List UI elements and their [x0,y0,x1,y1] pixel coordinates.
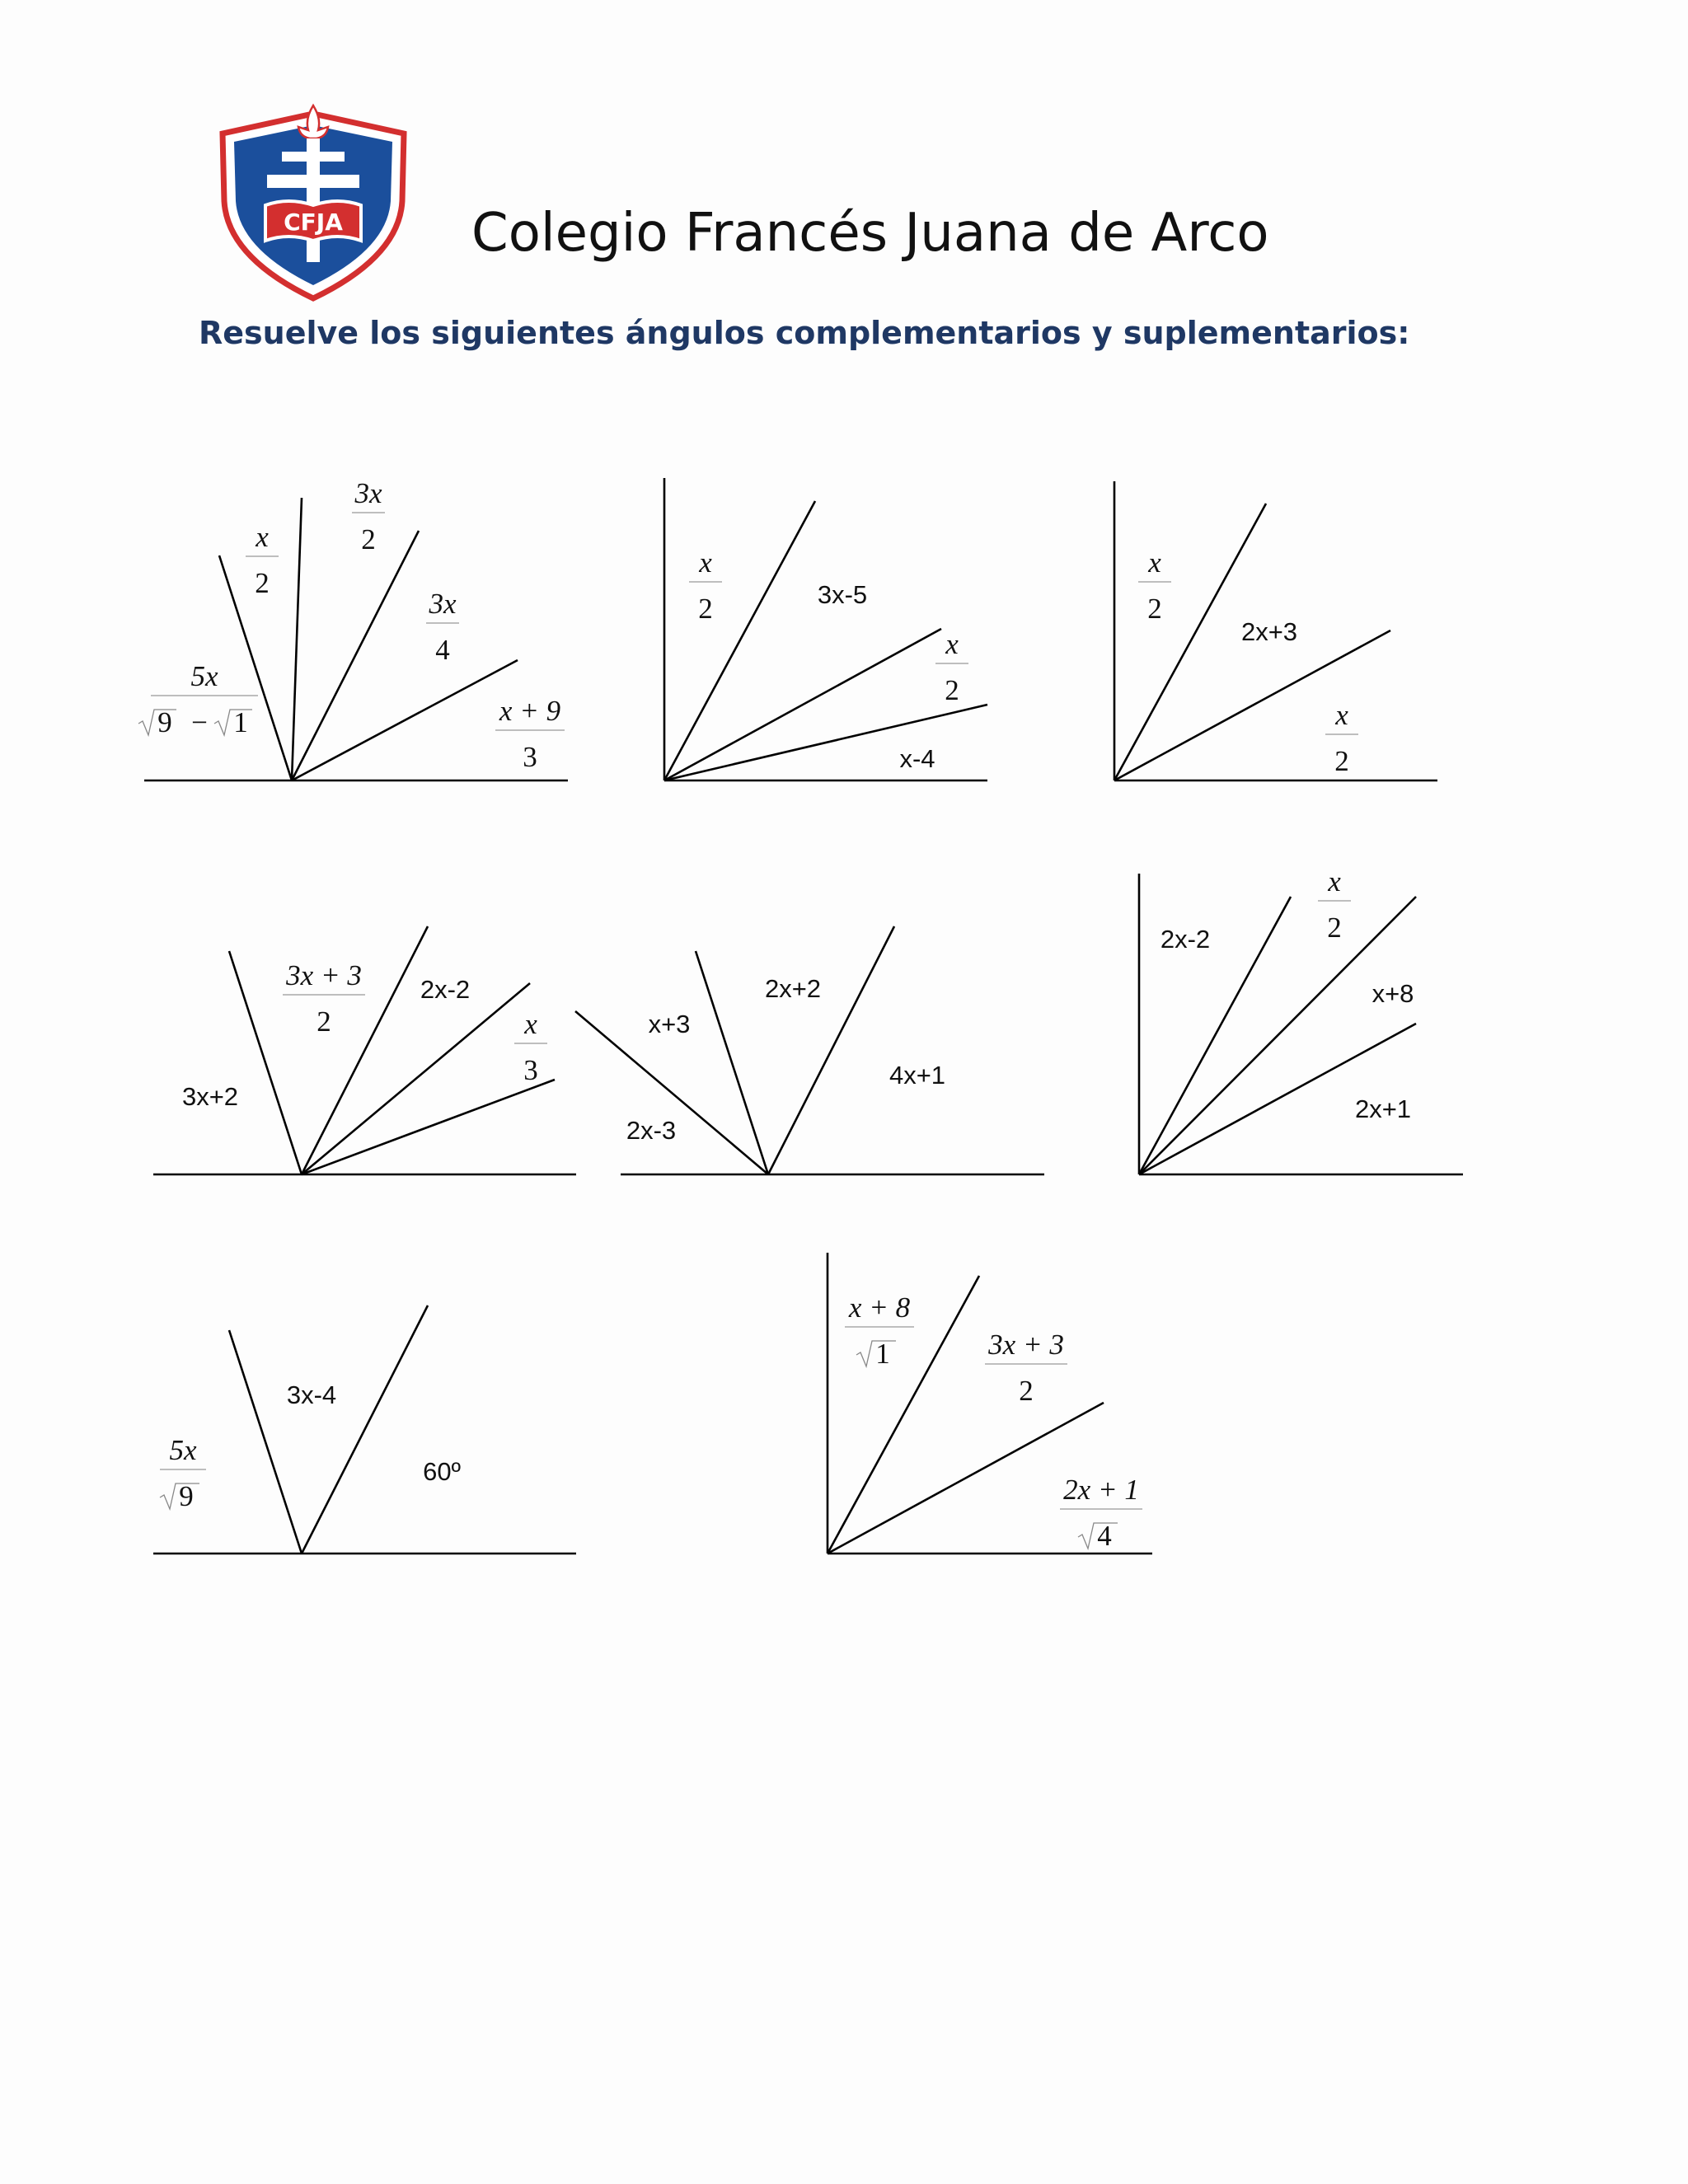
logo-text: CFJA [284,209,343,236]
angle-fraction-label [514,1008,547,1086]
angle-fraction-label [352,477,385,555]
fraction-denominator: 9 [179,1480,194,1512]
fraction-denominator: 2 [1327,912,1342,944]
angle-label: x+3 [648,1010,691,1038]
angle-ray [292,531,419,780]
angle-ray [292,660,518,780]
fraction-denominator: 2 [945,674,959,706]
angle-label: 2x+2 [764,974,822,1003]
fraction-numerator: 5x [190,660,218,692]
angle-figure-3 [1114,481,1437,780]
fraction-numerator: 3x [354,477,382,509]
fraction-numerator: x [945,628,959,660]
fraction-numerator: 5x [169,1434,197,1466]
fraction-numerator: 3x + 3 [988,1329,1064,1361]
instruction-heading: Resuelve los siguientes ángulos complementarios y suplementarios: [199,315,1410,351]
angle-label: 2x-2 [1160,925,1211,954]
angle-label: 2x-2 [420,975,471,1004]
fraction-denominator: 3 [523,1054,538,1086]
angle-fraction-label [1060,1474,1142,1552]
angle-ray [292,498,302,780]
angle-fraction-label [689,546,722,625]
angle-figure-1 [138,477,568,780]
fraction-numerator: x [256,521,269,553]
angle-ray [302,1305,428,1554]
fraction-numerator: x [1148,546,1161,579]
angle-fraction-label [426,588,459,666]
angle-fraction-label [935,628,968,706]
fraction-denominator: 2 [1147,593,1162,625]
fraction-denominator: 4 [1097,1520,1112,1552]
angle-figure-8 [828,1253,1152,1554]
fraction-numerator: 3x + 3 [286,959,362,991]
angle-fraction-label [283,959,365,1038]
fraction-denominator: 3 [523,741,537,773]
angle-label: x-4 [899,744,935,773]
fraction-denominator: 2 [361,523,376,555]
angle-fraction-label [845,1291,914,1370]
angle-label: x+8 [1372,979,1414,1008]
angle-label: 2x+1 [1354,1094,1412,1123]
fraction-numerator: x + 9 [499,695,561,727]
fraction-denominator-radicand: 1 [233,706,248,738]
fraction-denominator: 2 [255,567,270,599]
angle-figure-6 [1139,865,1463,1174]
angle-ray [768,926,894,1174]
angle-fraction-label [1318,865,1351,944]
angle-ray [664,705,987,780]
angle-fraction-label [495,695,565,773]
angle-label: 3x-5 [817,580,868,609]
angle-fraction-label [985,1329,1067,1407]
angle-label: 3x-4 [286,1380,337,1409]
fraction-numerator: x [524,1008,537,1040]
angle-figure-5 [575,926,1044,1174]
fraction-numerator: 2x + 1 [1063,1474,1139,1506]
angle-fraction-label [160,1434,206,1512]
fraction-numerator: x [1328,865,1341,898]
fraction-numerator: 3x [429,588,457,620]
fraction-denominator: 2 [1334,745,1349,777]
school-name: Colegio Francés Juana de Arco [471,203,1269,264]
fraction-denominator: 2 [1019,1375,1034,1407]
fraction-denominator: 1 [875,1338,890,1370]
angle-ray [229,1330,302,1554]
angle-ray [302,1080,555,1174]
fraction-numerator: x + 8 [848,1291,911,1324]
angle-fraction-label [1325,699,1358,777]
fraction-denominator: 2 [698,593,713,625]
angle-label: 2x-3 [626,1116,677,1145]
minus-sign: − [191,706,208,738]
angle-ray [302,983,530,1174]
fraction-denominator: 2 [316,1005,331,1038]
angle-figure-7 [153,1305,576,1554]
angle-label: 3x+2 [181,1082,239,1111]
angle-fraction-label [138,660,258,738]
fraction-denominator: 4 [435,634,450,666]
fraction-numerator: x [1335,699,1348,731]
angle-fraction-label [1138,546,1171,625]
angle-label: 60º [423,1457,461,1486]
angle-fraction-label [246,521,279,599]
angle-figure-4 [153,926,576,1174]
angle-label: 4x+1 [889,1061,946,1090]
fraction-numerator: x [699,546,712,579]
angle-label: 2x+3 [1240,617,1298,646]
angle-figure-2 [664,478,987,780]
fraction-denominator-radicand: 9 [157,706,172,738]
angle-ray [696,951,768,1174]
